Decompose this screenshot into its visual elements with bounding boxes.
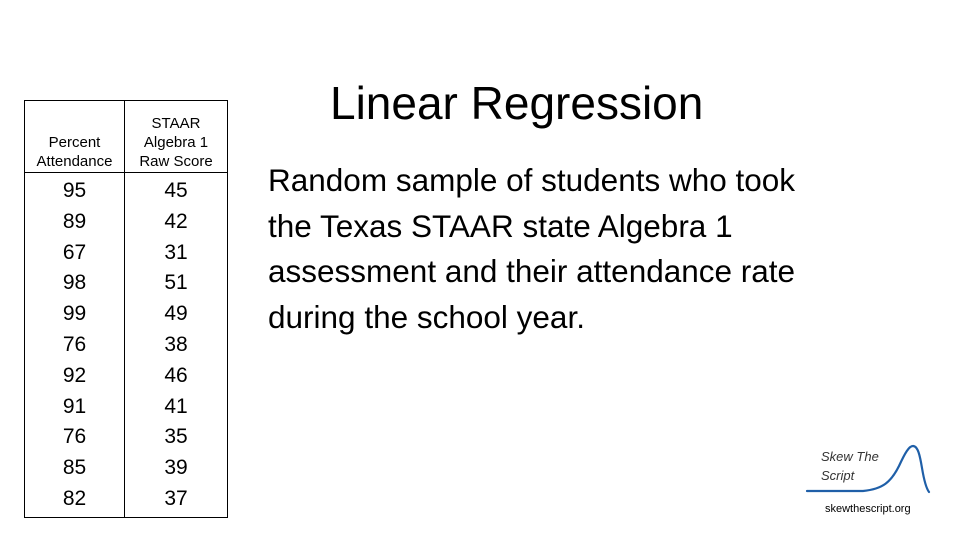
attendance-cell: 76 [25, 422, 125, 453]
header-percent-attendance [25, 101, 125, 173]
table-row [25, 207, 228, 238]
table-row [25, 392, 228, 423]
table-row [25, 453, 228, 484]
header-line: Algebra 1 [143, 134, 209, 151]
table-header [25, 101, 228, 173]
score-cell: 45 [125, 173, 228, 207]
attendance-cell: 99 [25, 299, 125, 330]
body-line: assessment and their attendance rate [268, 253, 796, 289]
attendance-cell: 82 [25, 484, 125, 517]
logo-line: Script [821, 468, 855, 483]
score-cell: 35 [125, 422, 228, 453]
skew-the-script-logo [805, 442, 935, 497]
header-line: Attendance [36, 153, 113, 170]
table-row [25, 173, 228, 207]
attendance-cell: 89 [25, 207, 125, 238]
score-cell: 38 [125, 330, 228, 361]
attendance-cell: 92 [25, 361, 125, 392]
slide-body-text [268, 158, 908, 340]
score-cell: 51 [125, 268, 228, 299]
attendance-cell: 76 [25, 330, 125, 361]
header-line: STAAR [151, 115, 201, 132]
score-cell: 39 [125, 453, 228, 484]
body-line: the Texas STAAR state Algebra 1 [268, 207, 733, 244]
data-table [24, 100, 228, 518]
logo-line: Skew The [821, 449, 879, 464]
body-line: Random sample of students who took [268, 162, 796, 198]
table-row [25, 268, 228, 299]
attendance-cell: 95 [25, 173, 125, 207]
table-body [25, 173, 228, 518]
table-row [25, 484, 228, 517]
attendance-cell: 91 [25, 392, 125, 423]
table-header-row [25, 101, 228, 173]
table-row [25, 330, 228, 361]
body-line: during the school year. [268, 298, 585, 335]
attendance-cell: 85 [25, 453, 125, 484]
score-cell: 49 [125, 299, 228, 330]
score-cell: 37 [125, 484, 228, 517]
attendance-cell: 67 [25, 238, 125, 269]
table-row [25, 238, 228, 269]
slide-title: Linear Regression [330, 77, 704, 129]
table-row [25, 422, 228, 453]
logo-text [821, 447, 879, 485]
header-line: Raw Score [139, 153, 213, 170]
header-line: Percent [48, 134, 101, 151]
attendance-cell: 98 [25, 268, 125, 299]
score-cell: 41 [125, 392, 228, 423]
site-url: skewthescript.org [825, 503, 911, 515]
score-cell: 46 [125, 361, 228, 392]
header-staar-raw-score [125, 101, 228, 173]
score-cell: 42 [125, 207, 228, 238]
score-cell: 31 [125, 238, 228, 269]
table-row [25, 361, 228, 392]
table-row [25, 299, 228, 330]
